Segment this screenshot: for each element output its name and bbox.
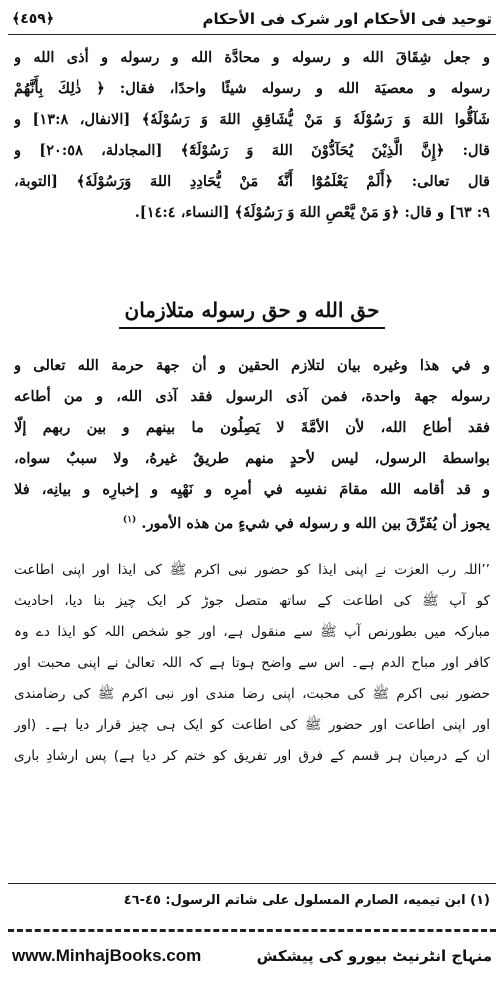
page-footer (12, 941, 492, 971)
running-title: توحید فی الأحکام اور شرک فی الأحکام (202, 10, 492, 28)
text-line: شَآقُّوا اللهَ وَ رَسُوْلَهٗ وَ مَنْ يُّشَاقِقِ اللهَ وَ رَسُوْلَهٗ﴾ [الانفال، ١٣:٨] و (14, 111, 490, 128)
text-line: کافر اور مباح الدم ہے۔ اس سے واضح ہوتا ہے کہ اللہ تعالیٰ نے اپنی محبت اور (14, 655, 490, 671)
footnote-divider (8, 883, 496, 884)
text-line: مبارکہ میں بطورنص آپ ﷺ سے منقول ہے، اور جو شخص اللہ کو ایذا دے وہ (14, 624, 490, 640)
text-line-with-footnote (14, 505, 490, 539)
text-line: ان کے درمیان ہر قسم کے فرق اور تفریق کو ختم کر دیا ہے) پس ارشادِ باری (14, 748, 490, 764)
text-line: بواسطة الرسول، ليس لأحدٍ منهم طريقٌ غيرهُ، ولا سببٌ سواه، (14, 450, 490, 467)
text-line: رسوله و معصيَة الله و رسوله شيئًا واحدًا، فقال: ﴿ ذٰلِكَ بِأَنَّهُمْ (14, 80, 490, 97)
text-line: ’’اللہ رب العزت نے اپنی ایذا کو حضور نبی اکرم ﷺ کی ایذا اور اپنی اطاعت (14, 562, 490, 578)
text-line: و في هذا وغيره بيان لتلازم الحقين و أن جهة حرمة الله تعالى و (14, 357, 490, 374)
urdu-translation (14, 555, 490, 772)
footnote: (١) ابن تيميه، الصارم المسلول على شاتم الرسول: ٤٥-٤٦ (123, 893, 490, 908)
text-line: قال تعالى: ﴿أَلَمْ يَعْلَمُوْٓا أَنَّهٗ مَنْ يُّحَادِدِ اللهَ وَرَسُوْلَهٗ﴾ [التوبة، (14, 173, 490, 190)
text-line: کو آپ ﷺ کی اطاعت کے ساتھ متصل جوڑ کر ایک چیز بنا دیا، احادیث (14, 593, 490, 609)
text-line: ٩: ٦٣] و قال: ﴿وَ مَنْ يَّعْصِ اللهَ وَ رَسُوْلَهٗ﴾ [النساء، ١٤:٤]. (134, 204, 490, 221)
publisher-credit: منہاج انٹرنیٹ بیورو کی پیشکش (256, 947, 492, 965)
text-line: حضور نبی اکرم ﷺ کی محبت، اپنی رضا مندی اور نبی اکرم ﷺ کی رضامندی (14, 686, 490, 702)
section-heading: حق الله و حق رسوله متلازمان (119, 298, 386, 329)
text-line: و جعل شِقَاقَ الله و رسوله و محادَّة الله و رسوله و أذی الله و (14, 49, 490, 66)
text-line: قال: ﴿إِنَّ الَّذِيْنَ يُحَآدُّوْنَ اللهَ وَ رَسُوْلَهٗٓ﴾ [المجادلة، ٢٠:٥٨] و (14, 142, 490, 159)
arabic-paragraph-2 (14, 350, 490, 539)
text-line: و قد أقامه الله مقامَ نفسِه في أمرِه و نَهْيِه و إخبارِه و بيانِه، فلا (14, 481, 490, 498)
footnote-marker[interactable]: (١) (122, 515, 137, 525)
text-line: رسوله جهة واحدة، فمن آذى الرسول فقد آذى الله، و من أطاعه (14, 388, 490, 405)
page-header (12, 6, 492, 32)
page-number: ﴾٤٥٩﴿ (12, 11, 55, 27)
footer-divider (8, 929, 496, 932)
text-line: اور اپنی اطاعت اور حضور ﷺ کی اطاعت کو ایک ہی چیز قرار دیا ہے۔ (اور (14, 717, 490, 733)
section-heading-wrap (0, 298, 504, 329)
header-divider (8, 34, 496, 35)
website-link[interactable]: www.MinhajBooks.com (12, 946, 202, 965)
text-line: فقد أطاع الله، لأن الأمَّةَ لا يَصِلُون ما بينهم و بين ربهم إلّا (14, 419, 490, 436)
arabic-paragraph-1 (14, 42, 490, 228)
text-line: يجوز أن يُفَرِّقَ بين الله و رسوله في شيءٍ من هذه الأمور. (141, 514, 490, 532)
